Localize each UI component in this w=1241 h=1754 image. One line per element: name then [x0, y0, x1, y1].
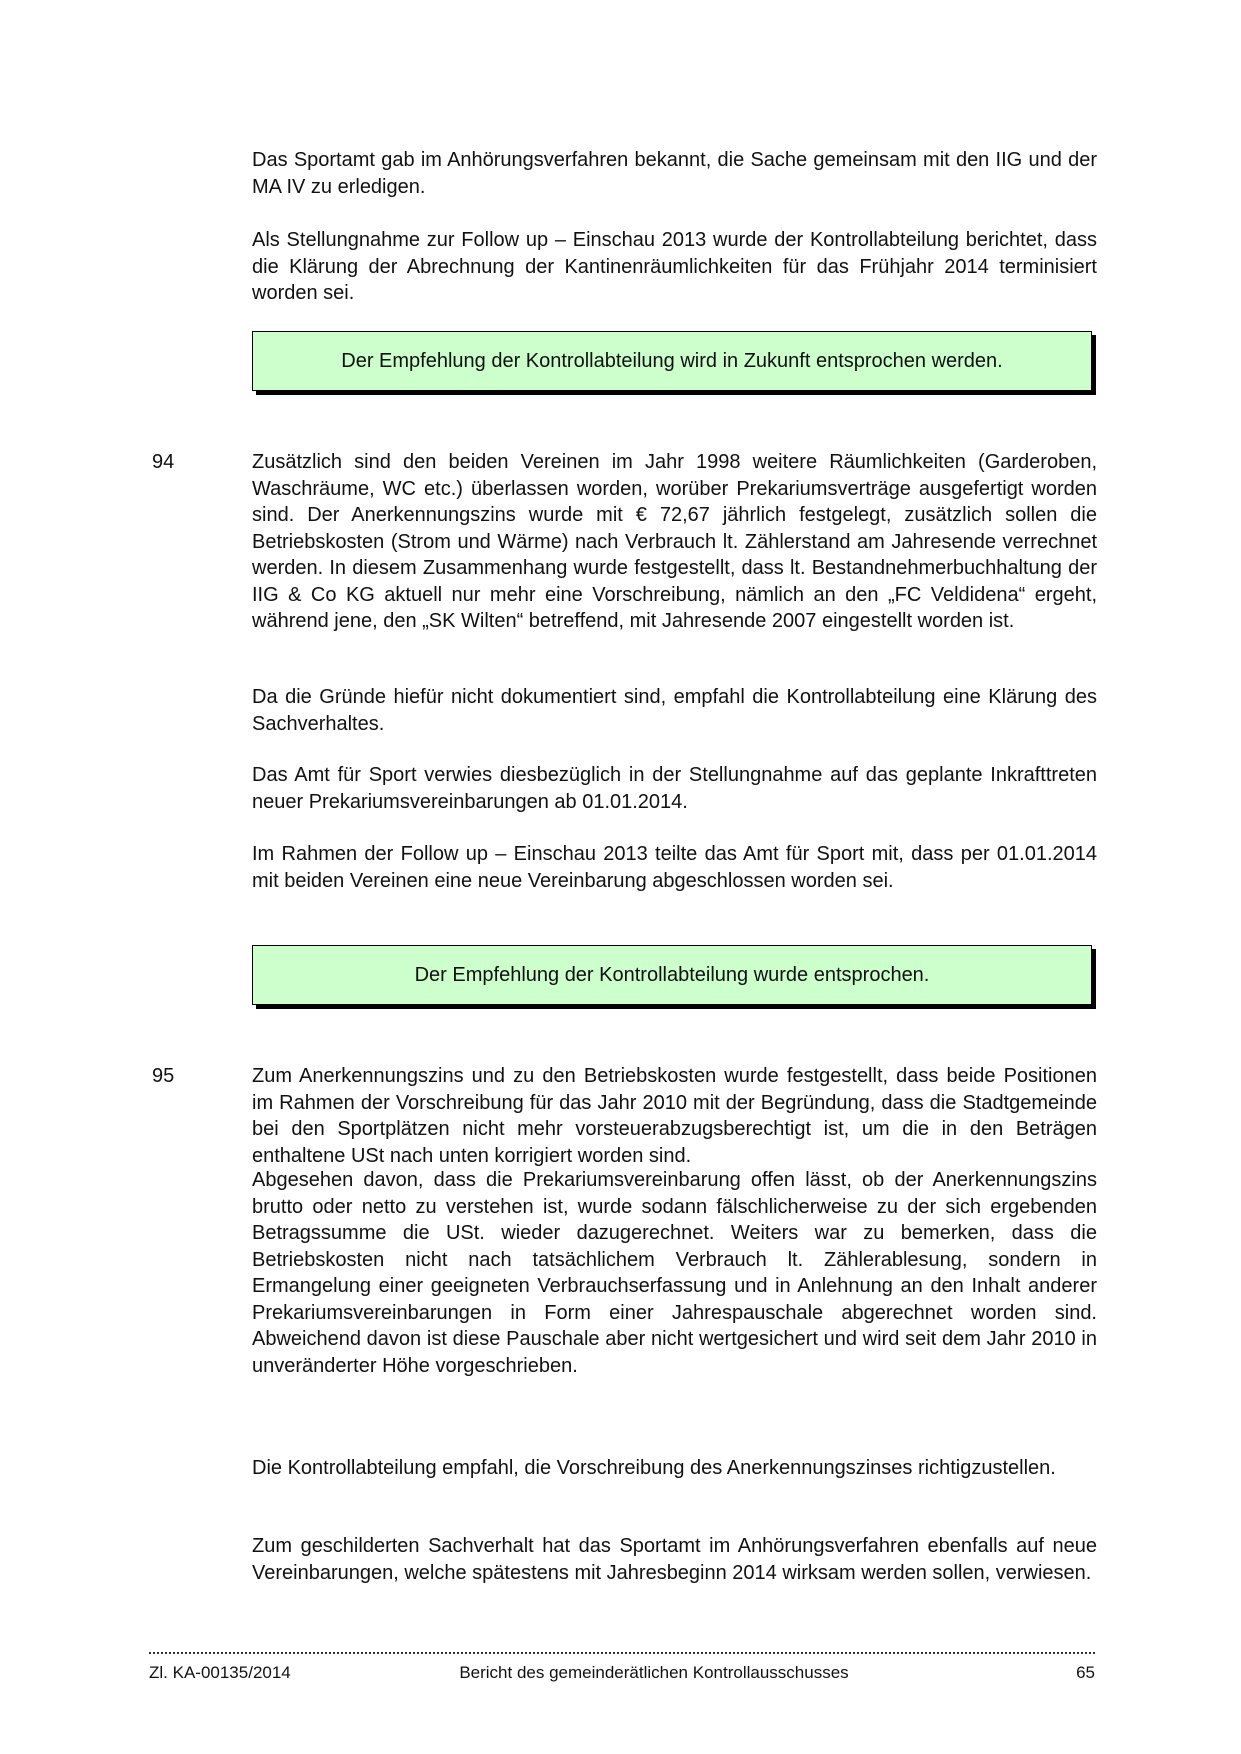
section-94-paragraph-4: Im Rahmen der Follow up – Einschau 2013 teilte das Amt für Sport mit, dass per 01.01.2014 mit beiden Vereinen eine neue Vereinbarung abgeschlossen worden sei. [252, 843, 1097, 892]
recommendation-box-2-text: Der Empfehlung der Kontrollabteilung wurde entsprochen. [414, 963, 930, 986]
intro-paragraph-2: Als Stellungnahme zur Follow up – Einschau 2013 wurde der Kontrollabteilung berichtet, dass die Klärung der Abrechnung der Kantinenräumlichkeiten für das Frühjahr 2014 terminisiert worden sei. [252, 229, 1097, 304]
section-94-paragraph-2: Da die Gründe hiefür nicht dokumentiert sind, empfahl die Kontrollabteilung eine Klärung des Sachverhaltes. [252, 686, 1097, 735]
footer-reference: Zl. KA-00135/2014 [149, 1663, 291, 1682]
recommendation-box-1-text: Der Empfehlung der Kontrollabteilung wird in Zukunft entsprochen werden. [341, 349, 1003, 372]
footer-divider [149, 1652, 1095, 1654]
section-95-paragraph-4: Zum geschilderten Sachverhalt hat das Sportamt im Anhörungsverfahren ebenfalls auf neue Vereinbarungen, welche spätestens mit Jahresbeginn 2014 wirksam werden sollen, verwiesen. [252, 1535, 1097, 1584]
section-94-paragraph-3: Das Amt für Sport verwies diesbezüglich in der Stellungnahme auf das geplante Inkrafttreten neuer Prekariumsvereinbarungen ab 01.01.2014. [252, 764, 1097, 813]
footer-report-title: Bericht des gemeinderätlichen Kontrollausschusses [459, 1663, 849, 1682]
page-number: 65 [1076, 1663, 1095, 1682]
intro-paragraph-1: Das Sportamt gab im Anhörungsverfahren bekannt, die Sache gemeinsam mit den IIG und der MA IV zu erledigen. [252, 149, 1097, 198]
section-95-paragraph-1: Zum Anerkennungszins und zu den Betriebskosten wurde festgestellt, dass beide Positionen im Rahmen der Vorschreibung für das Jahr 2010 mit der Begründung, dass die Stadtgemeinde bei den Sportplätzen nicht mehr vorsteuerabzugsberechtigt ist, um die in den Beträgen enthaltene USt nach unten korrigiert worden sind. [252, 1065, 1097, 1167]
section-95-paragraph-3: Die Kontrollabteilung empfahl, die Vorschreibung des Anerkennungszinses richtigzustellen. [252, 1457, 1056, 1479]
recommendation-box-1 [252, 331, 1092, 391]
section-94-paragraph-1: Zusätzlich sind den beiden Vereinen im Jahr 1998 weitere Räumlichkeiten (Garderoben, Waschräume, WC etc.) überlassen worden, worüber Prekariumsverträge ausgefertigt worden sind. Der Anerkennungszins wurde mit € 72,67 jährlich festgelegt, zusätzlich sollen die Betriebskosten (Strom und Wärme) nach Verbrauch lt. Zählerstand am Jahresende verrechnet werden. In diesem Zusammenhang wurde festgestellt, dass lt. Bestandnehmerbuchhaltung der IIG & Co KG aktuell nur mehr eine Vorschreibung, nämlich an den „FC Veldidena“ ergeht, während jene, den „SK Wilten“ betreffend, mit Jahresende 2007 eingestellt worden ist. [252, 451, 1097, 632]
section-95-paragraph-2: Abgesehen davon, dass die Prekariumsvereinbarung offen lässt, ob der Anerkennungszins brutto oder netto zu verstehen ist, wurde sodann fälschlicherweise zu der sich ergebenden Betragssumme die USt. wieder dazugerechnet. Weiters war zu bemerken, dass die Betriebskosten nicht nach tatsächlichem Verbrauch lt. Zählerablesung, sondern in Ermangelung einer geeigneten Verbrauchserfassung und in Anlehnung an den Inhalt anderer Prekariumsvereinbarungen in Form einer Jahrespauschale abgerechnet worden sind. Abweichend davon ist diese Pauschale aber nicht wertgesichert und wird seit dem Jahr 2010 in unveränderter Höhe vorgeschrieben. [252, 1169, 1097, 1377]
paragraph-number-95: 95 [152, 1065, 175, 1087]
paragraph-number-94: 94 [152, 451, 175, 473]
recommendation-box-2 [252, 945, 1092, 1005]
